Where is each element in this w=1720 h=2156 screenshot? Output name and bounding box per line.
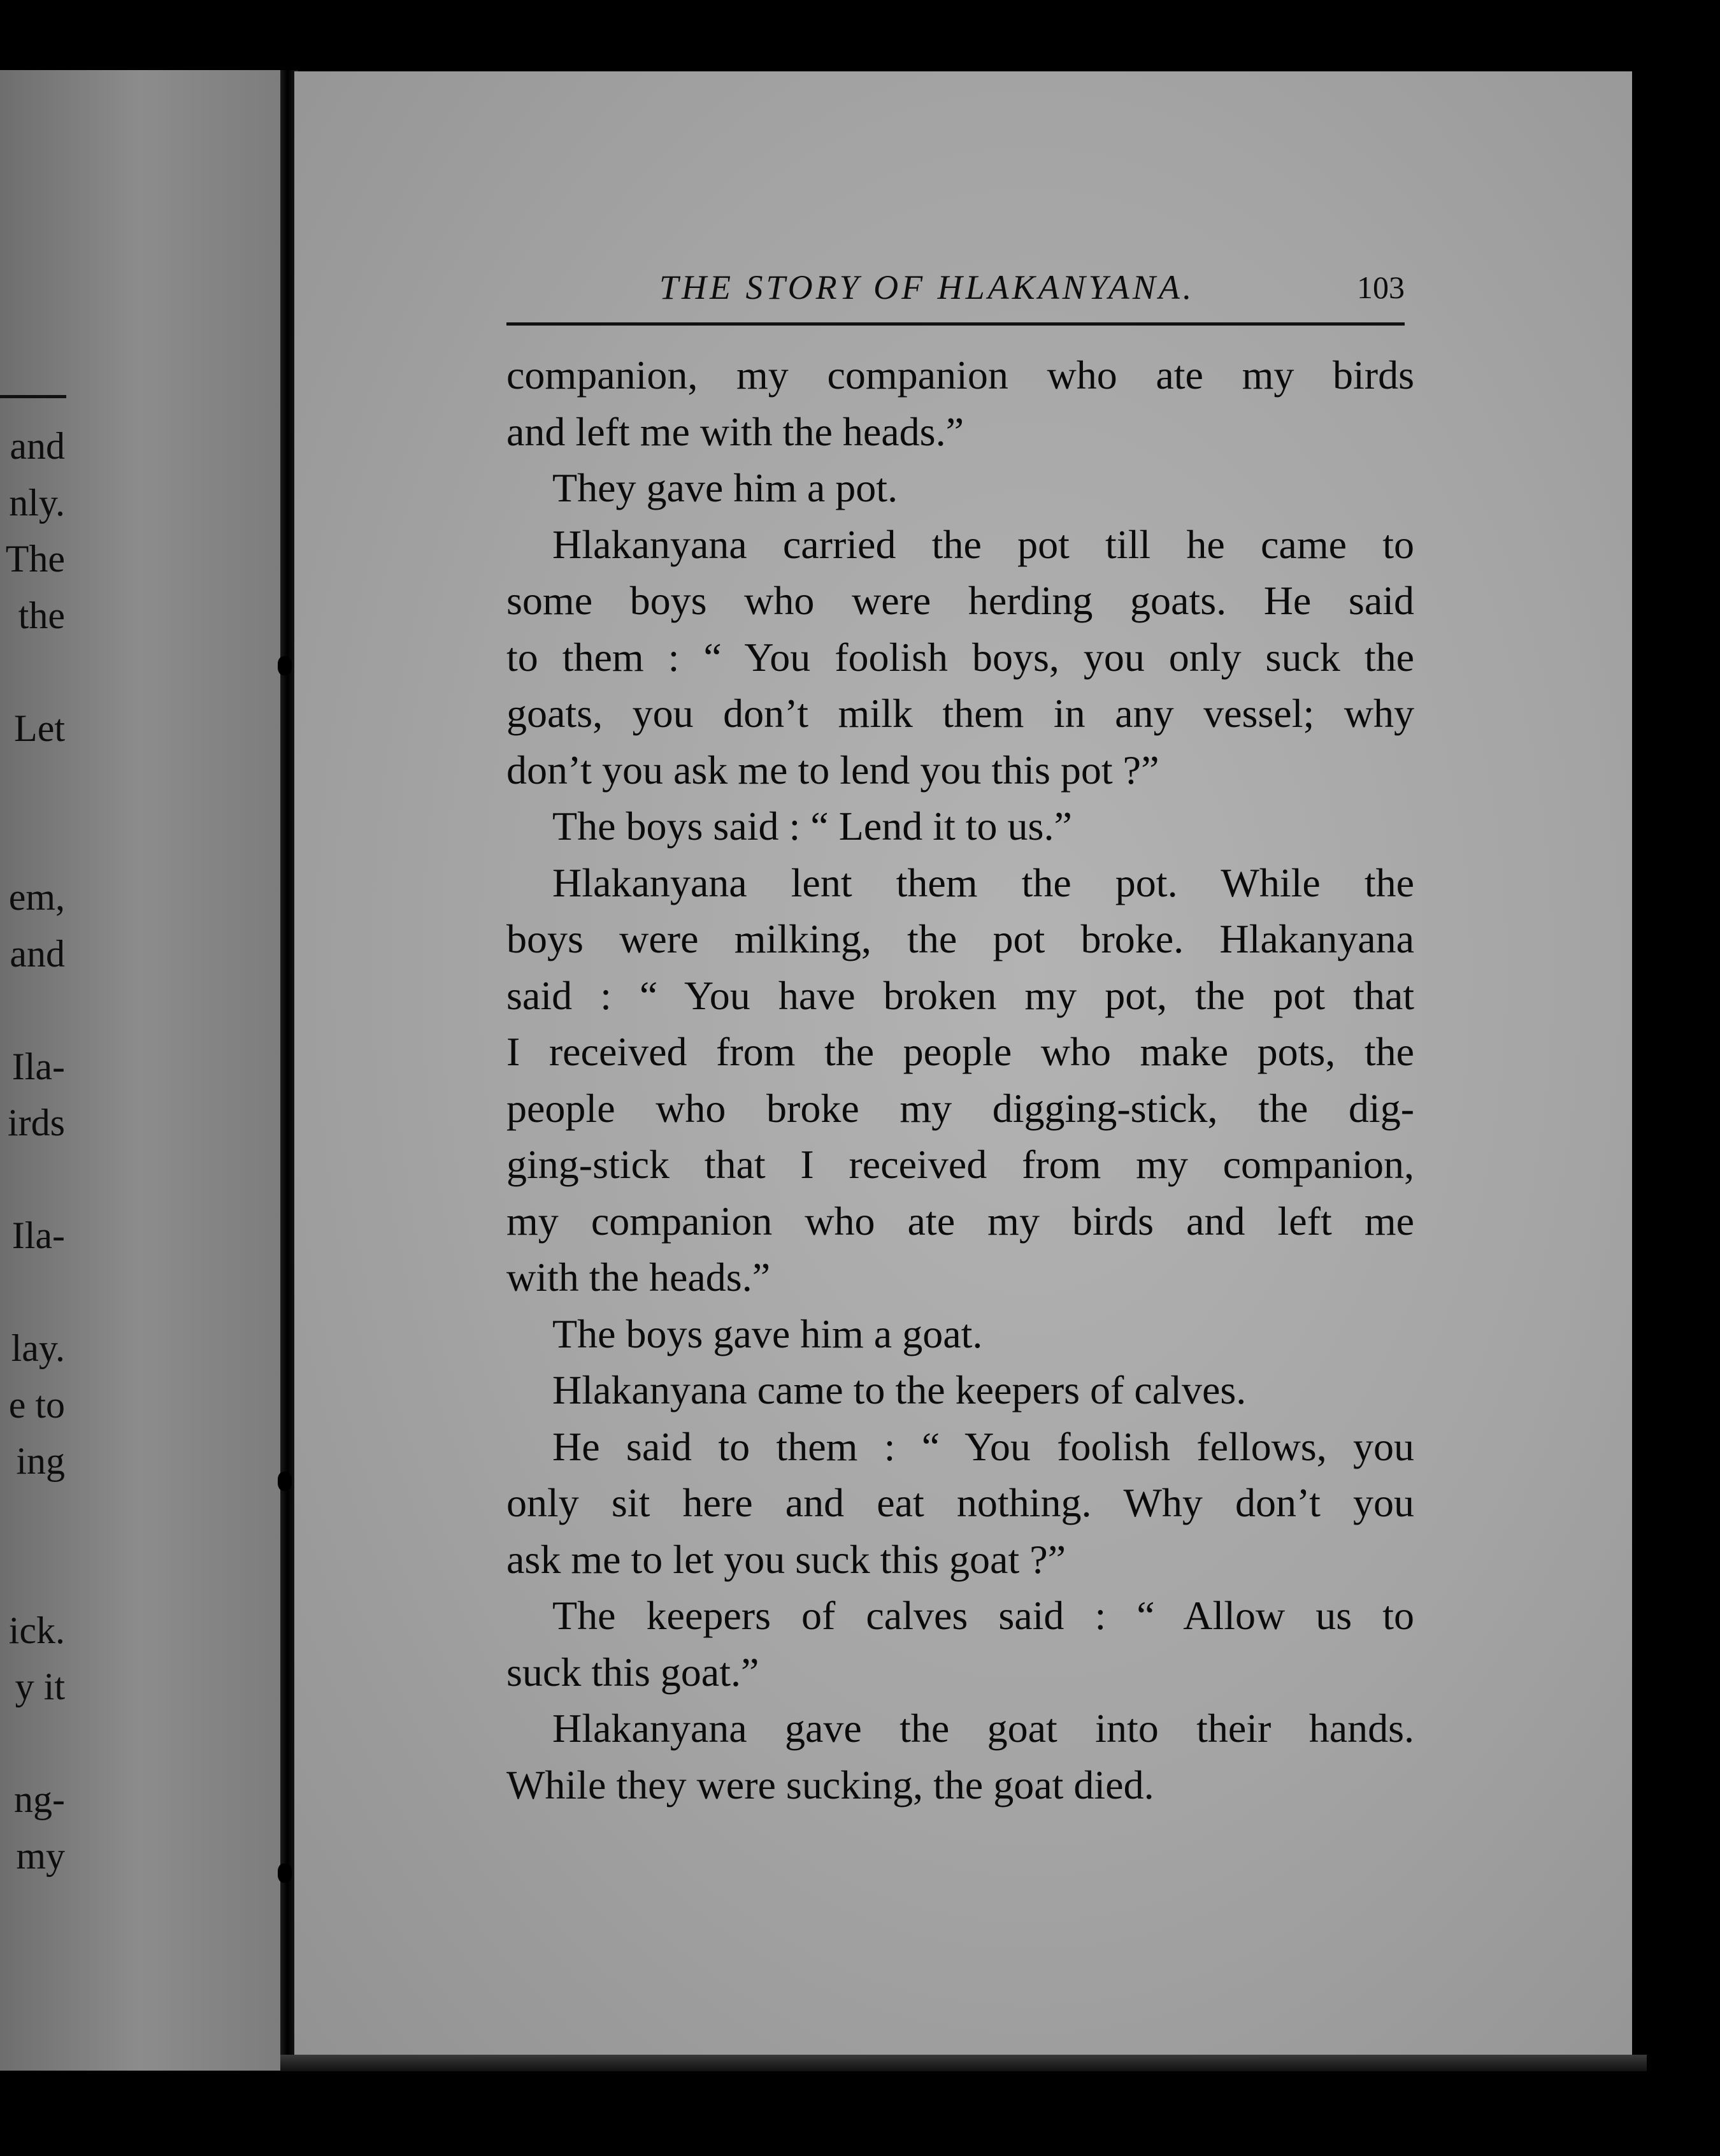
- text-line: said : “ You have broken my pot, the pot that: [506, 972, 1414, 1018]
- facing-page-fragment: Ila-: [11, 1214, 65, 1256]
- text-line: suck this goat.”: [506, 1649, 759, 1695]
- page-body-text: [506, 347, 1414, 1813]
- text-line: While they were sucking, the goat died.: [506, 1762, 1154, 1807]
- facing-page-fragment: and: [10, 932, 65, 975]
- text-line: with the heads.”: [506, 1254, 771, 1300]
- text-line: don’t you ask me to lend you this pot ?”: [506, 747, 1159, 793]
- binding-thread-knot: [278, 656, 292, 675]
- facing-page-fragment: e to: [8, 1383, 65, 1426]
- text-line: boys were milking, the pot broke. Hlakanyana: [506, 916, 1414, 961]
- text-line: I received from the people who make pots, the: [506, 1029, 1414, 1074]
- text-line: ging-stick that I received from my companion,: [506, 1142, 1414, 1187]
- binding-thread-knot: [278, 1864, 292, 1883]
- text-line: He said to them : “ You foolish fellows, you: [552, 1423, 1414, 1469]
- facing-page-fragment: nly.: [9, 481, 65, 524]
- facing-page-fragment: the: [18, 594, 65, 636]
- text-line: They gave him a pot.: [552, 465, 898, 510]
- running-head: [506, 268, 1405, 307]
- text-line: to them : “ You foolish boys, you only suck the: [506, 634, 1414, 680]
- text-line: ask me to let you suck this goat ?”: [506, 1536, 1066, 1582]
- facing-page-fragment: em,: [8, 876, 65, 918]
- text-line: Hlakanyana came to the keepers of calves.: [552, 1367, 1247, 1412]
- text-line: Hlakanyana lent them the pot. While the: [552, 859, 1414, 905]
- text-line: people who broke my digging-stick, the dig-: [506, 1085, 1414, 1131]
- binding-thread-knot: [278, 1472, 292, 1491]
- facing-page-fragment: y it: [15, 1665, 65, 1707]
- text-line: Hlakanyana carried the pot till he came to: [552, 521, 1414, 567]
- facing-page-fragment: my: [16, 1834, 65, 1877]
- running-title: THE STORY OF HLAKANYANA.: [659, 268, 1195, 306]
- text-line: goats, you don’t milk them in any vessel; why: [506, 691, 1414, 736]
- page-bottom-edge: [280, 2055, 1647, 2071]
- facing-page-head-rule: [0, 395, 66, 398]
- facing-page-fragment: Ila-: [11, 1045, 65, 1088]
- text-line: only sit here and eat nothing. Why don’t you: [506, 1480, 1414, 1525]
- text-line: Hlakanyana gave the goat into their hands.: [552, 1706, 1414, 1751]
- text-line: The boys gave him a goat.: [552, 1311, 983, 1356]
- facing-page-fragment: Let: [14, 707, 65, 749]
- facing-page-fragment: ing: [16, 1440, 65, 1482]
- facing-page-fragment: ng-: [14, 1778, 65, 1820]
- facing-page: [0, 70, 280, 2071]
- text-line: companion, my companion who ate my birds: [506, 352, 1414, 398]
- facing-page-fragment: irds: [8, 1102, 65, 1144]
- running-head-rule: [506, 322, 1405, 326]
- text-line: The keepers of calves said : “ Allow us to: [552, 1593, 1414, 1638]
- facing-page-fragment: ick.: [8, 1609, 65, 1651]
- facing-page-fragment: lay.: [11, 1327, 65, 1369]
- text-line: The boys said : “ Lend it to us.”: [552, 803, 1072, 849]
- text-line: and left me with the heads.”: [506, 408, 964, 454]
- text-line: some boys who were herding goats. He said: [506, 578, 1414, 623]
- facing-page-fragment: and: [10, 425, 65, 467]
- facing-page-fragment: The: [5, 538, 65, 580]
- text-line: my companion who ate my birds and left me: [506, 1198, 1414, 1244]
- page-number: 103: [1357, 270, 1405, 305]
